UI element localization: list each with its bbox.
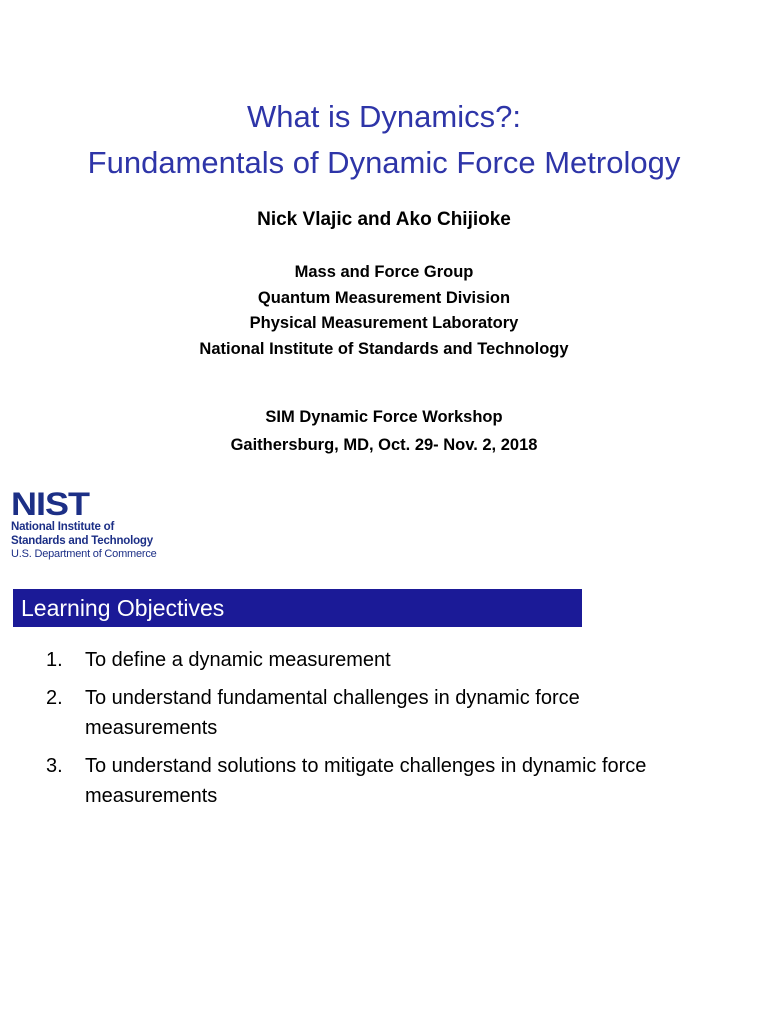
list-item-number: 2. [46,687,63,709]
nist-logo-mark: NIST [11,485,90,523]
workshop-name: SIM Dynamic Force Workshop [265,408,503,426]
affiliation-laboratory: Physical Measurement Laboratory [249,314,519,332]
slide-title [0,94,768,186]
list-item-number: 1. [46,649,63,671]
affiliations [0,260,768,362]
objectives-list [0,645,768,819]
learning-objectives-header: Learning Objectives [13,589,582,627]
nist-logo-department: U.S. Department of Commerce [11,548,157,560]
nist-logo-name-line-2: Standards and Technology [11,535,153,547]
list-item-text: To define a dynamic measurement [85,649,391,671]
nist-logo [11,485,181,568]
title-line-2: Fundamentals of Dynamic Force Metrology [87,145,681,180]
workshop-info [0,403,768,459]
title-line-1: What is Dynamics?: [247,99,521,134]
workshop-location-date: Gaithersburg, MD, Oct. 29- Nov. 2, 2018 [230,436,538,454]
affiliation-institute: National Institute of Standards and Technology [199,339,569,358]
nist-logo-name-line-1: National Institute of [11,521,115,533]
list-item-text: To understand solutions to mitigate challenges in dynamic force measurements [85,755,647,807]
list-item [0,751,768,811]
authors: Nick Vlajic and Ako Chijioke [257,209,511,230]
list-item-number: 3. [46,755,63,777]
affiliation-group: Mass and Force Group [294,263,474,281]
affiliation-division: Quantum Measurement Division [257,288,511,307]
list-item [0,683,768,743]
list-item [0,645,768,675]
list-item-text: To understand fundamental challenges in dynamic force measurements [85,687,580,739]
